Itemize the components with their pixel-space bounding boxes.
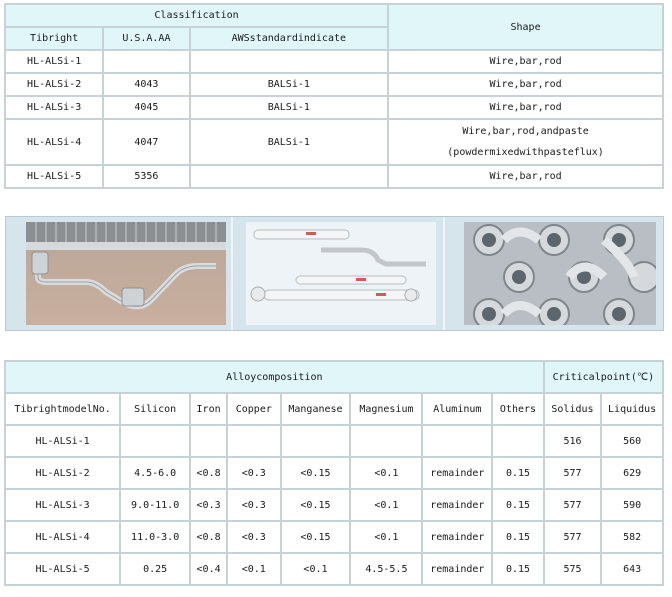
table-row bbox=[6, 120, 662, 164]
table-cell: remainder bbox=[423, 522, 491, 552]
aws-cell: BALSi-1 bbox=[191, 120, 388, 164]
col-header: Magnesium bbox=[351, 394, 421, 424]
table-cell: <0.15 bbox=[282, 490, 350, 520]
table-cell: HL-ALSi-5 bbox=[6, 554, 119, 584]
col-header: Copper bbox=[228, 394, 279, 424]
col-header-tibright: Tibright bbox=[6, 28, 102, 49]
table-cell: 577 bbox=[545, 490, 601, 520]
table-cell: <0.1 bbox=[351, 490, 421, 520]
shape-cell: Wire,bar,rod bbox=[389, 166, 662, 187]
table-cell: <0.1 bbox=[228, 554, 279, 584]
model-cell: HL-ALSi-3 bbox=[6, 97, 102, 118]
table-row bbox=[6, 426, 662, 456]
shape-header: Shape bbox=[389, 5, 662, 49]
product-photo-strip bbox=[5, 216, 664, 331]
col-header: Aluminum bbox=[423, 394, 491, 424]
table-cell: remainder bbox=[423, 458, 491, 488]
table-row bbox=[6, 458, 662, 488]
table-cell: <0.8 bbox=[191, 458, 226, 488]
table-row bbox=[6, 74, 662, 95]
usaa-cell: 4043 bbox=[104, 74, 188, 95]
usaa-cell: 4045 bbox=[104, 97, 188, 118]
table-row bbox=[6, 490, 662, 520]
table-row bbox=[6, 522, 662, 552]
table-cell: 0.15 bbox=[493, 458, 542, 488]
table-cell: 629 bbox=[602, 458, 662, 488]
table-cell: <0.1 bbox=[282, 554, 350, 584]
model-cell: HL-ALSi-5 bbox=[6, 166, 102, 187]
usaa-cell bbox=[104, 51, 188, 72]
table-cell bbox=[228, 426, 279, 456]
table-cell bbox=[351, 426, 421, 456]
table-cell bbox=[282, 426, 350, 456]
table-cell: HL-ALSi-2 bbox=[6, 458, 119, 488]
table-cell: HL-ALSi-1 bbox=[6, 426, 119, 456]
table-cell bbox=[121, 426, 189, 456]
col-header: Iron bbox=[191, 394, 226, 424]
table-cell: 0.15 bbox=[493, 490, 542, 520]
col-header: Liquidus bbox=[602, 394, 662, 424]
table-cell: <0.1 bbox=[351, 458, 421, 488]
condenser-photo bbox=[26, 222, 226, 325]
table-cell: 560 bbox=[602, 426, 662, 456]
shape-cell: Wire,bar,rod bbox=[389, 51, 662, 72]
table-cell: 577 bbox=[545, 522, 601, 552]
shape-line-2: (powdermixedwithpasteflux) bbox=[447, 147, 604, 158]
col-header-aws: AWSstandardindicate bbox=[191, 28, 388, 49]
table-cell: <0.3 bbox=[191, 490, 226, 520]
table-cell: 577 bbox=[545, 458, 601, 488]
aws-cell: BALSi-1 bbox=[191, 97, 388, 118]
table-cell: <0.15 bbox=[282, 458, 350, 488]
col-header: Silicon bbox=[121, 394, 189, 424]
table-cell: 516 bbox=[545, 426, 601, 456]
table-row bbox=[6, 166, 662, 187]
table-row bbox=[6, 51, 662, 72]
table-cell: <0.3 bbox=[228, 490, 279, 520]
table-cell: <0.4 bbox=[191, 554, 226, 584]
shape-line-1: Wire,bar,rod,andpaste bbox=[462, 126, 589, 137]
classification-header: Classification bbox=[6, 5, 387, 26]
table-cell: <0.3 bbox=[228, 458, 279, 488]
composition-table bbox=[4, 360, 664, 586]
model-cell: HL-ALSi-4 bbox=[6, 120, 102, 164]
col-header: TibrightmodelNo. bbox=[6, 394, 119, 424]
table-cell: HL-ALSi-3 bbox=[6, 490, 119, 520]
table-cell: remainder bbox=[423, 490, 491, 520]
table-cell: 0.15 bbox=[493, 554, 542, 584]
aws-cell bbox=[191, 51, 388, 72]
table-cell: <0.15 bbox=[282, 522, 350, 552]
shape-cell bbox=[389, 120, 662, 164]
table-cell: 575 bbox=[545, 554, 601, 584]
table-cell: <0.3 bbox=[228, 522, 279, 552]
photo-divider bbox=[443, 217, 445, 330]
table-cell: 4.5-6.0 bbox=[121, 458, 189, 488]
table-cell bbox=[191, 426, 226, 456]
photo-divider bbox=[231, 217, 233, 330]
table-cell: 0.25 bbox=[121, 554, 189, 584]
table-cell: 582 bbox=[602, 522, 662, 552]
table-cell: remainder bbox=[423, 554, 491, 584]
col-header-usaa: U.S.A.AA bbox=[104, 28, 188, 49]
alloy-composition-header: Alloycomposition bbox=[6, 362, 543, 392]
shape-cell: Wire,bar,rod bbox=[389, 97, 662, 118]
pipe-joints-photo bbox=[464, 222, 656, 325]
col-header: Others bbox=[493, 394, 542, 424]
table-cell: 643 bbox=[602, 554, 662, 584]
table-row bbox=[6, 554, 662, 584]
classification-table bbox=[4, 3, 664, 189]
usaa-cell: 4047 bbox=[104, 120, 188, 164]
shape-cell: Wire,bar,rod bbox=[389, 74, 662, 95]
table-cell bbox=[493, 426, 542, 456]
aws-cell: BALSi-1 bbox=[191, 74, 388, 95]
table-cell: 11.0-3.0 bbox=[121, 522, 189, 552]
aws-cell bbox=[191, 166, 388, 187]
table-row bbox=[6, 97, 662, 118]
table-cell: <0.8 bbox=[191, 522, 226, 552]
table-cell: 0.15 bbox=[493, 522, 542, 552]
table-cell bbox=[423, 426, 491, 456]
critical-point-header: Criticalpoint(℃) bbox=[545, 362, 662, 392]
usaa-cell: 5356 bbox=[104, 166, 188, 187]
table-cell: <0.1 bbox=[351, 522, 421, 552]
table-cell: HL-ALSi-4 bbox=[6, 522, 119, 552]
table-cell: 590 bbox=[602, 490, 662, 520]
table-cell: 9.0-11.0 bbox=[121, 490, 189, 520]
tubes-photo bbox=[246, 222, 436, 325]
col-header: Solidus bbox=[545, 394, 601, 424]
model-cell: HL-ALSi-1 bbox=[6, 51, 102, 72]
model-cell: HL-ALSi-2 bbox=[6, 74, 102, 95]
col-header: Manganese bbox=[282, 394, 350, 424]
table-cell: 4.5-5.5 bbox=[351, 554, 421, 584]
